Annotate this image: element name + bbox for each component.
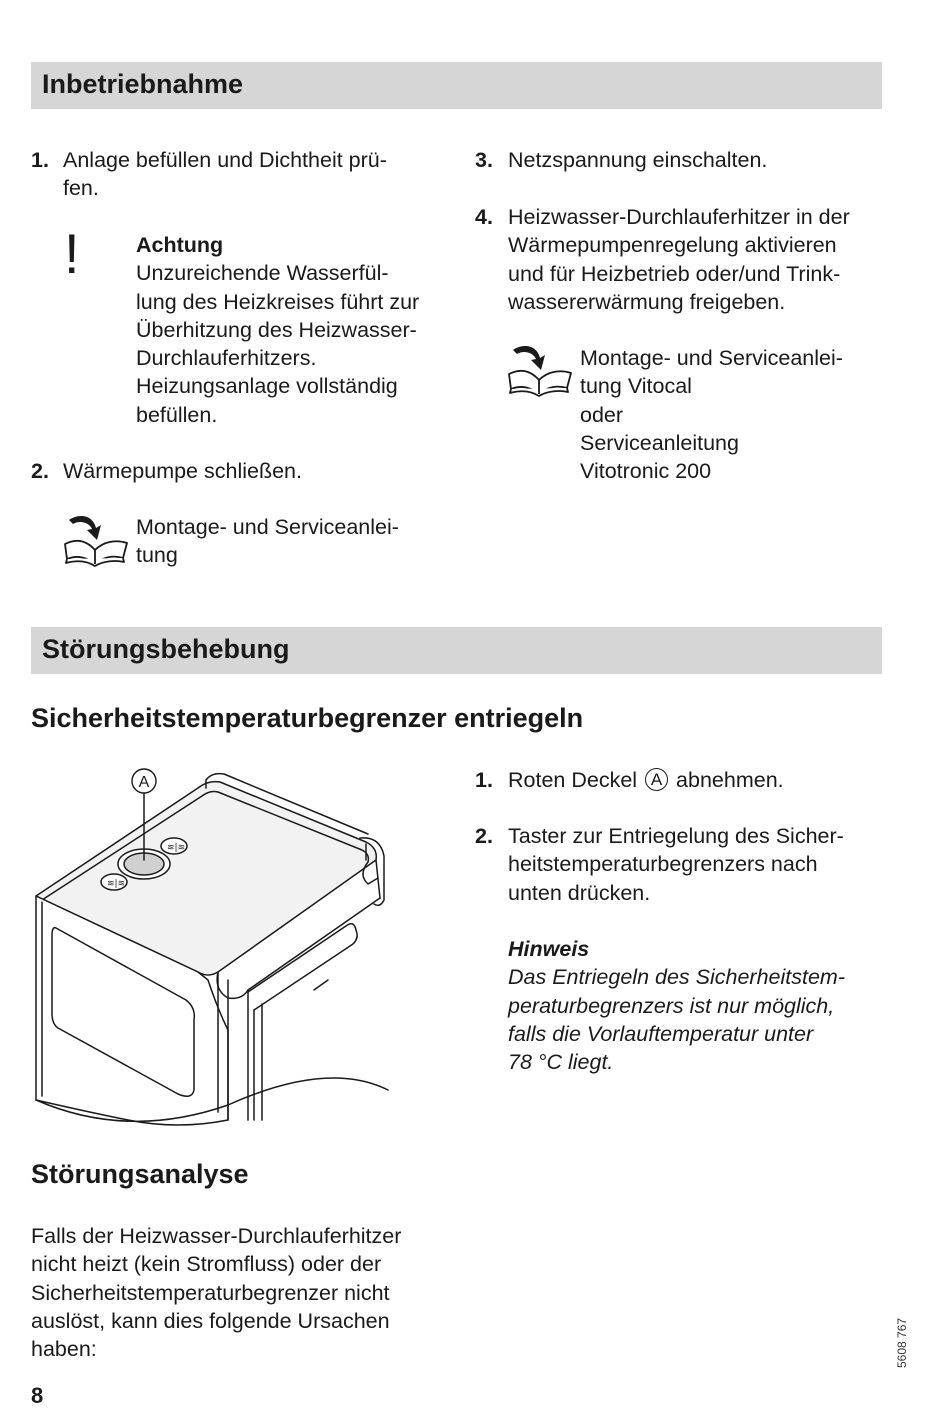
step-1-text <box>63 146 387 203</box>
warning-line: Unzureichende Wasserfül- <box>136 261 389 286</box>
analysis-line: Falls der Heizwasser-Durchlauferhitzer <box>31 1224 402 1248</box>
note-line: Das Entriegeln des Sicherheitstem- <box>508 965 845 990</box>
page-number: 8 <box>31 1383 44 1408</box>
reset-step-2-text <box>508 822 844 907</box>
warning-line: lung des Heizkreises führt zur <box>136 289 420 314</box>
callout-a-reference: A <box>645 768 668 791</box>
section-title-commissioning: Inbetriebnahme <box>42 69 244 99</box>
reference-manual-2 <box>580 344 843 485</box>
reset-step-2-line: heitstemperaturbegrenzers nach <box>508 852 818 877</box>
reset-step-2-line: unten drücken. <box>508 880 651 905</box>
reset-step-2-line: Taster zur Entriegelung des Sicher- <box>508 824 844 848</box>
reference-line: Serviceanleitung <box>580 430 739 455</box>
note-line: peraturbegrenzers ist nur möglich, <box>508 993 835 1018</box>
reference-line: Vitotronic 200 <box>580 459 712 484</box>
reset-step-1-text <box>508 766 784 794</box>
svg-text:≋|≋: ≋|≋ <box>167 843 186 853</box>
warning-line: befüllen. <box>136 402 218 427</box>
section-title-troubleshooting: Störungsbehebung <box>42 634 290 664</box>
step-4-number: 4. <box>475 205 493 229</box>
analysis-line: Sicherheitstemperaturbegrenzer nicht <box>31 1280 390 1305</box>
step-3-text: Netzspannung einschalten. <box>508 148 768 172</box>
step-4-line: Wärmepumpenregelung aktivieren <box>508 233 837 258</box>
warning-box <box>136 231 419 429</box>
step-4-text <box>508 203 850 316</box>
step-4-line: wassererwärmung freigeben. <box>508 289 786 314</box>
note-title: Hinweis <box>508 937 590 961</box>
manual-book-icon <box>507 344 573 396</box>
reset-step-1-number: 1. <box>475 768 493 792</box>
analysis-heading: Störungsanalyse <box>31 1159 249 1189</box>
figure-callout-a: A <box>138 774 150 791</box>
reference-line: Montage- und Serviceanlei- <box>580 346 843 370</box>
warning-line: Überhitzung des Heizwasser- <box>136 317 417 342</box>
reference-line: tung <box>136 543 178 568</box>
document-number: 5608 767 <box>895 1317 909 1368</box>
warning-exclamation-icon: ! <box>64 222 80 285</box>
note-line: falls die Vorlauftemperatur unter <box>508 1021 814 1046</box>
step-1-line: fen. <box>63 176 99 201</box>
reset-step-1-after: abnehmen. <box>676 768 784 792</box>
warning-line: Heizungsanlage vollständig <box>136 374 398 399</box>
section-band-troubleshooting <box>31 627 882 674</box>
reference-line: Montage- und Serviceanlei- <box>136 515 399 539</box>
step-4-line: Heizwasser-Durchlauferhitzer in der <box>508 205 850 229</box>
step-2-text: Wärmepumpe schließen. <box>63 459 302 483</box>
note-box <box>508 935 845 1076</box>
svg-text:≋|≋: ≋|≋ <box>107 879 126 889</box>
step-2-number: 2. <box>31 459 49 483</box>
warning-line: Durchlauferhitzers. <box>136 346 317 371</box>
reference-manual-1 <box>136 513 399 570</box>
analysis-line: auslöst, kann dies folgende Ursachen <box>31 1308 390 1333</box>
heater-device-illustration <box>28 760 428 1130</box>
reference-line: oder <box>580 402 624 427</box>
note-line: 78 °C liegt. <box>508 1050 614 1075</box>
reset-heading: Sicherheitstemperaturbegrenzer entriegeln <box>31 703 584 733</box>
step-3-number: 3. <box>475 148 493 172</box>
warning-title: Achtung <box>136 233 224 257</box>
analysis-text <box>31 1222 401 1363</box>
manual-book-icon <box>63 514 129 566</box>
step-4-line: und für Heizbetrieb oder/und Trink- <box>508 261 841 286</box>
step-1-number: 1. <box>31 148 49 172</box>
section-band-commissioning <box>31 62 882 109</box>
analysis-line: haben: <box>31 1337 97 1362</box>
analysis-line: nicht heizt (kein Stromfluss) oder der <box>31 1252 382 1277</box>
reset-step-1-before: Roten Deckel <box>508 768 638 792</box>
reset-step-2-number: 2. <box>475 824 493 848</box>
reference-line: tung Vitocal <box>580 374 692 399</box>
step-1-line: Anlage befüllen und Dichtheit prü- <box>63 148 387 172</box>
